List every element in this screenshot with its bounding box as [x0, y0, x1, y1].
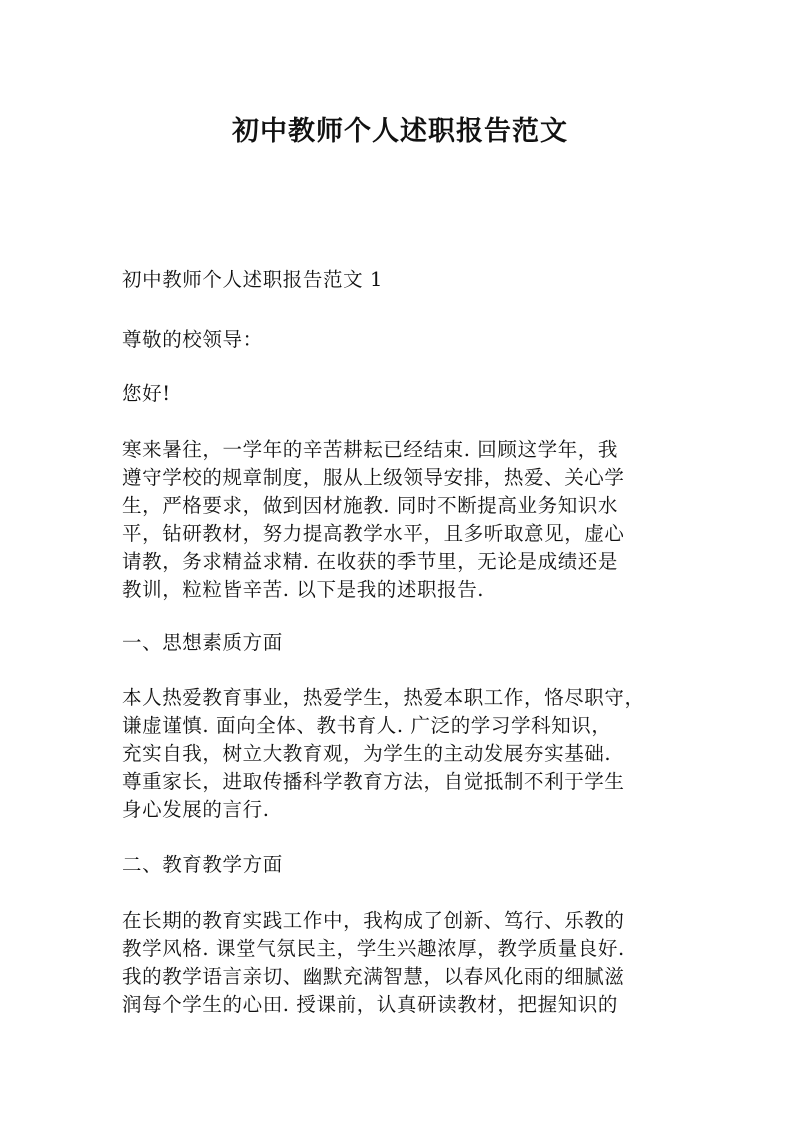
paragraph-line: 教学风格. 课堂气氛民主，学生兴趣浓厚，教学质量良好.	[122, 937, 625, 960]
paragraph-line: 润每个学生的心田. 授课前，认真研读教材，把握知识的	[122, 993, 618, 1016]
document-subtitle: 初中教师个人述职报告范文 1	[122, 268, 384, 291]
section-heading-teaching: 二、教育教学方面	[122, 853, 283, 876]
paragraph-line: 身心发展的言行.	[122, 798, 270, 821]
paragraph-line: 我的教学语言亲切、幽默充满智慧，以春风化雨的细腻滋	[122, 965, 625, 988]
paragraph-line: 寒来暑往，一学年的辛苦耕耘已经结束. 回顾这学年，我	[122, 438, 618, 461]
paragraph-line: 请教，务求精益求精. 在收获的季节里，无论是成绩还是	[122, 550, 618, 573]
paragraph-line: 教训，粒粒皆辛苦. 以下是我的述职报告.	[122, 578, 485, 601]
section-paragraph-ideology	[122, 684, 682, 824]
paragraph-line: 谦虚谨慎. 面向全体、教书育人. 广泛的学习学科知识，	[122, 714, 612, 737]
section-paragraph-teaching	[122, 907, 682, 1019]
document-title: 初中教师个人述职报告范文	[232, 116, 568, 147]
paragraph-line: 遵守学校的规章制度，服从上级领导安排，热爱、关心学	[122, 466, 625, 489]
greeting: 您好!	[122, 382, 171, 405]
paragraph-line: 在长期的教育实践工作中，我构成了创新、笃行、乐教的	[122, 909, 625, 932]
intro-paragraph	[122, 436, 682, 604]
paragraph-line: 充实自我，树立大教育观，为学生的主动发展夯实基础.	[122, 742, 612, 765]
paragraph-line: 尊重家长，进取传播科学教育方法，自觉抵制不利于学生	[122, 770, 625, 793]
section-heading-ideology: 一、思想素质方面	[122, 631, 283, 654]
paragraph-line: 平，钻研教材，努力提高教学水平，且多听取意见，虚心	[122, 522, 625, 545]
salutation: 尊敬的校领导：	[122, 328, 263, 351]
paragraph-line: 本人热爱教育事业，热爱学生，热爱本职工作，恪尽职守，	[122, 686, 645, 709]
paragraph-line: 生，严格要求，做到因材施教. 同时不断提高业务知识水	[122, 494, 618, 517]
